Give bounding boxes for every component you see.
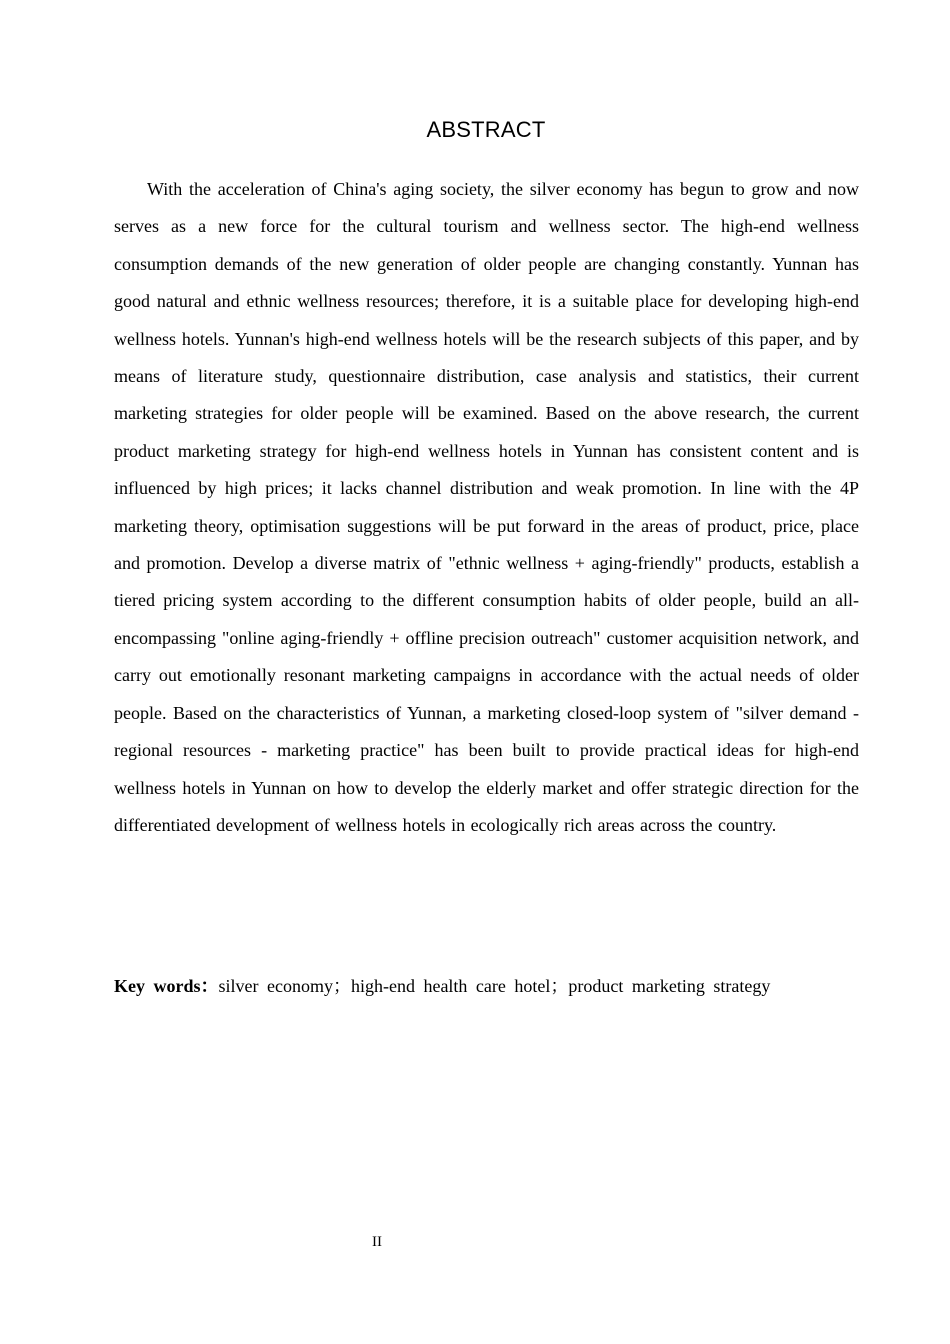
page-number: II bbox=[372, 1234, 382, 1250]
keywords-line bbox=[114, 971, 859, 1001]
abstract-body: With the acceleration of China's aging society, the silver economy has begun to grow and now serves as a new force for the cultural tourism and wellness sector. The high-end wellness consumption demands of the new generation of older people are changing constantly. Yunnan has good natural and ethnic wellness resources; therefore, it is a suitable place for developing high-end wellness hotels. Yunnan's high-end wellness hotels will be the research subjects of this paper, and by means of literature study, questionnaire distribution, case analysis and statistics, their current marketing strategies for older people will be examined. Based on the above research, the current product marketing strategy for high-end wellness hotels in Yunnan has consistent content and is influenced by high prices; it lacks channel distribution and weak promotion. In line with the 4P marketing theory, optimisation suggestions will be put forward in the areas of product, price, place and promotion. Develop a diverse matrix of "ethnic wellness + aging-friendly" products, establish a tiered pricing system according to the different consumption habits of older people, build an all-encompassing "online aging-friendly + offline precision outreach" customer acquisition network, and carry out emotionally resonant marketing campaigns in accordance with the actual needs of older people. Based on the characteristics of Yunnan, a marketing closed-loop system of "silver demand - regional resources - marketing practice" has been built to provide practical ideas for high-end wellness hotels in Yunnan on how to develop the elderly market and offer strategic direction for the differentiated development of wellness hotels in ecologically rich areas across the country. bbox=[114, 179, 859, 835]
page-title: ABSTRACT bbox=[426, 117, 546, 142]
keywords-label: Key words： bbox=[114, 976, 219, 996]
keywords-text: silver economy；high-end health care hotel；product marketing strategy bbox=[218, 976, 771, 996]
